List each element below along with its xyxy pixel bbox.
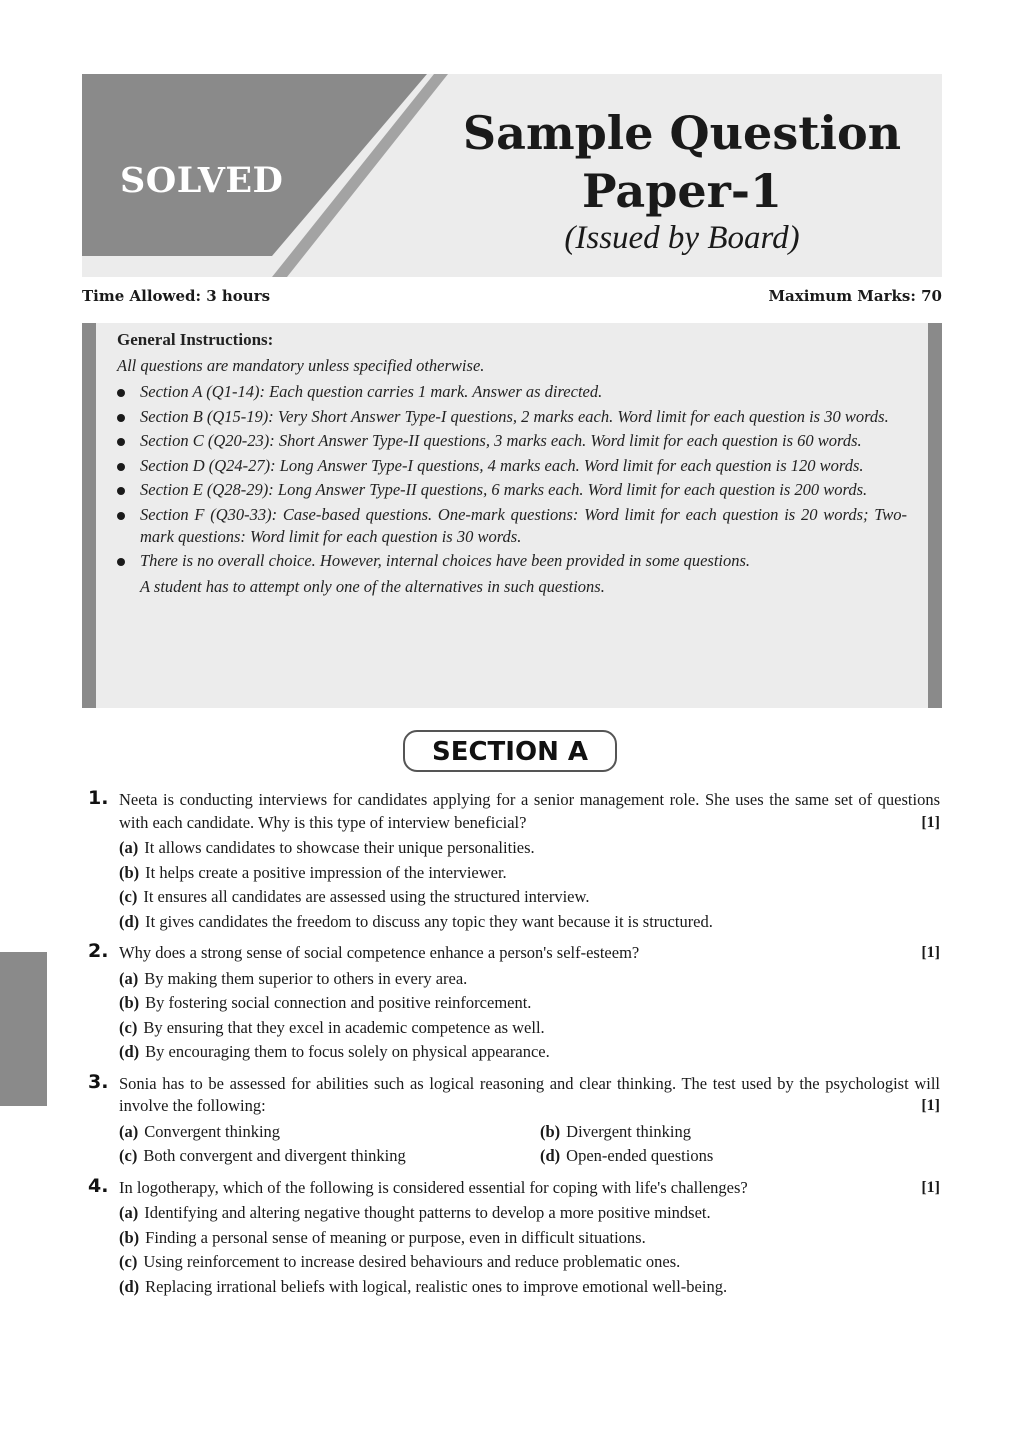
option-c: (c) Both convergent and divergent thinking xyxy=(119,1146,406,1165)
question-number: 4. xyxy=(88,1174,109,1197)
bullet-icon xyxy=(117,558,125,566)
question-text: In logotherapy, which of the following is considered essential for coping with life's challenges? [1] xyxy=(119,1177,940,1200)
question-number: 2. xyxy=(88,940,109,962)
question-3 xyxy=(88,1070,940,1169)
instructions-note: A student has to attempt only one of the alternatives in such questions. xyxy=(140,577,605,596)
instructions-list xyxy=(117,381,907,597)
option-c: (c) By ensuring that they excel in academic competence as well. xyxy=(119,1017,545,1037)
side-tab xyxy=(0,952,47,1106)
question-1 xyxy=(88,789,940,934)
options xyxy=(119,1201,940,1299)
question-2 xyxy=(88,942,940,1065)
options xyxy=(119,836,940,934)
bullet-icon xyxy=(117,438,125,446)
instructions-intro: All questions are mandatory unless specified otherwise. xyxy=(117,356,485,375)
option-a: (a) By making them superior to others in every area. xyxy=(119,968,468,988)
instruction-item: Section F (Q30-33): Case-based questions. One-mark questions: Word limit for each question is 20 words; Two-mark questions: Word limit for each question is 30 words. xyxy=(117,504,907,548)
question-marks: [1] xyxy=(921,813,940,831)
question-text: Why does a strong sense of social competence enhance a person's self-esteem? [1] xyxy=(119,942,940,965)
bullet-icon xyxy=(117,389,125,397)
option-b: (b) It helps create a positive impression of the interviewer. xyxy=(119,862,507,882)
option-a: (a) Convergent thinking xyxy=(119,1121,281,1141)
bullet-icon xyxy=(117,414,125,422)
question-marks: [1] xyxy=(921,1178,940,1196)
section-heading: SECTION A xyxy=(403,730,617,772)
question-number: 3. xyxy=(88,1070,109,1093)
option-b: (b) By fostering social connection and positive reinforcement. xyxy=(119,993,532,1012)
question-marks: [1] xyxy=(921,944,940,961)
instructions-title: General Instructions: xyxy=(117,330,274,349)
option-d: (d) Replacing irrational beliefs with logical, realistic ones to improve emotional well-being. xyxy=(119,1276,728,1296)
option-c: (c) It ensures all candidates are assessed using the structured interview. xyxy=(119,887,590,906)
instruction-item: Section E (Q28-29): Long Answer Type-II questions, 6 marks each. Word limit for each question is 200 words. xyxy=(117,479,907,501)
option-b: (b) Finding a personal sense of meaning or purpose, even in difficult situations. xyxy=(119,1227,646,1247)
issued-subtitle: (Issued by Board) xyxy=(564,220,800,256)
instruction-item: Section C (Q20-23): Short Answer Type-II questions, 3 marks each. Word limit for each question is 60 words. xyxy=(117,430,907,452)
solved-badge: SOLVED xyxy=(120,160,284,201)
bullet-icon xyxy=(117,487,125,495)
options xyxy=(119,967,940,1065)
options xyxy=(119,1120,940,1169)
question-text: Neeta is conducting interviews for candidates applying for a senior management role. She uses the same set of questions with each candidate. Why is this type of interview beneficial? [1] xyxy=(119,789,940,834)
option-d: (d) By encouraging them to focus solely on physical appearance. xyxy=(119,1042,550,1061)
time-allowed: Time Allowed: 3 hours xyxy=(82,287,271,305)
instruction-item: Section D (Q24-27): Long Answer Type-I questions, 4 marks each. Word limit for each question is 120 words. xyxy=(117,455,907,477)
option-a: (a) It allows candidates to showcase their unique personalities. xyxy=(119,838,535,857)
page-title-line1: Sample Question xyxy=(462,106,902,160)
bullet-icon xyxy=(117,512,125,520)
option-b: (b) Divergent thinking xyxy=(540,1121,691,1141)
question-number: 1. xyxy=(88,787,109,809)
bullet-icon xyxy=(117,463,125,471)
option-a: (a) Identifying and altering negative thought patterns to develop a more positive mindset. xyxy=(119,1203,711,1222)
questions-list xyxy=(88,789,940,1307)
header-banner xyxy=(82,74,942,277)
page-title-line2: Paper-1 xyxy=(582,164,782,218)
option-d: (d) Open-ended questions xyxy=(540,1146,714,1165)
maximum-marks: Maximum Marks: 70 xyxy=(768,287,942,305)
option-c: (c) Using reinforcement to increase desired behaviours and reduce problematic ones. xyxy=(119,1252,681,1271)
instruction-item: Section A (Q1-14): Each question carries 1 mark. Answer as directed. xyxy=(117,381,907,403)
instruction-item: Section B (Q15-19): Very Short Answer Type-I questions, 2 marks each. Word limit for each question is 30 words. xyxy=(117,406,907,428)
question-4 xyxy=(88,1174,940,1300)
instruction-item: There is no overall choice. However, internal choices have been provided in some questions. xyxy=(117,550,907,572)
general-instructions xyxy=(82,323,942,708)
question-text: Sonia has to be assessed for abilities such as logical reasoning and clear thinking. The test used by the psychologist will involve the following: [1] xyxy=(119,1073,940,1118)
question-marks: [1] xyxy=(921,1097,940,1114)
option-d: (d) It gives candidates the freedom to discuss any topic they want because it is structured. xyxy=(119,911,713,931)
